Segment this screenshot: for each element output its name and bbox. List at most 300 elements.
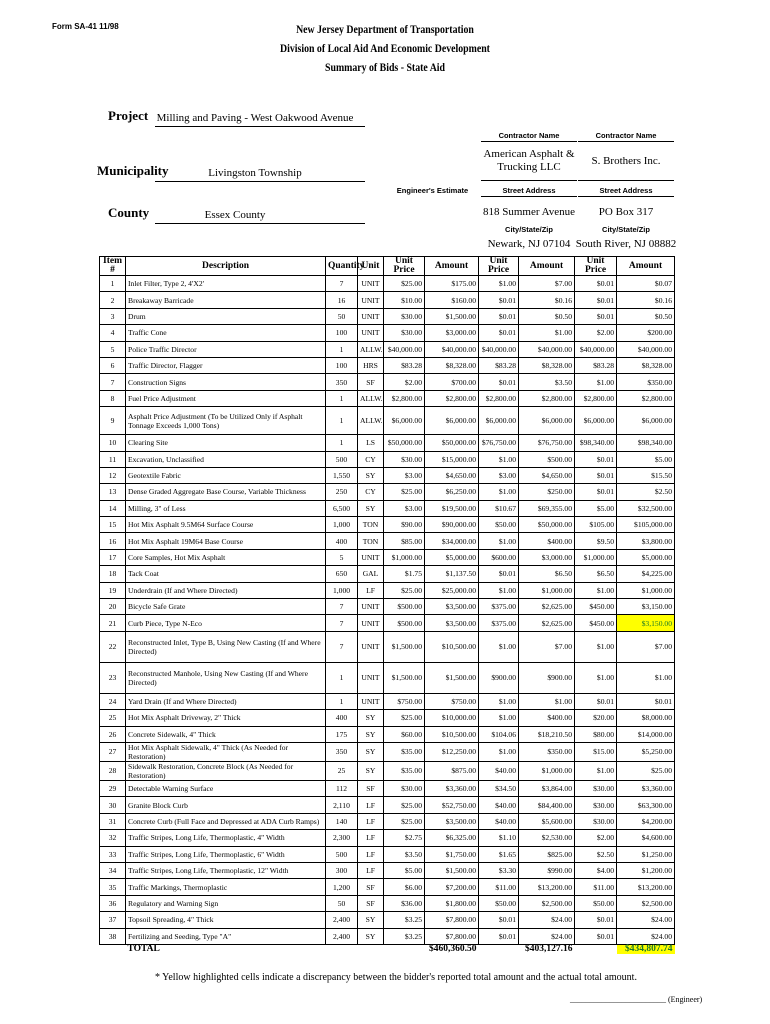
table-cell: $8,000.00 — [617, 710, 675, 726]
table-cell: $3,360.00 — [617, 780, 675, 796]
table-cell: $14,000.00 — [617, 726, 675, 742]
table-cell: UNIT — [358, 615, 384, 631]
table-cell: SY — [358, 467, 384, 483]
table-cell: 31 — [100, 813, 126, 829]
table-cell: $2,500.00 — [617, 895, 675, 911]
header-line-3: Summary of Bids - State Aid — [324, 60, 446, 74]
table-cell: 500 — [326, 451, 358, 467]
table-cell: $4,600.00 — [617, 830, 675, 846]
table-cell: $0.01 — [575, 451, 617, 467]
table-cell: $25.00 — [384, 276, 425, 292]
table-cell: $5,000.00 — [617, 549, 675, 565]
table-cell: $40,000.00 — [575, 341, 617, 357]
table-cell: SF — [358, 780, 384, 796]
table-cell: $30.00 — [384, 780, 425, 796]
table-row — [100, 517, 675, 533]
col-header-item: Item # — [100, 257, 126, 276]
table-cell: $40,000.00 — [479, 341, 519, 357]
table-row — [100, 341, 675, 357]
table-cell: 400 — [326, 533, 358, 549]
table-cell: $20.00 — [575, 710, 617, 726]
table-cell: $1,500.00 — [425, 308, 479, 324]
table-cell: 12 — [100, 467, 126, 483]
table-cell: Hot Mix Asphalt Driveway, 2" Thick — [126, 710, 326, 726]
table-cell: $50.00 — [575, 895, 617, 911]
table-cell: $5,250.00 — [617, 742, 675, 761]
table-cell: $4,650.00 — [519, 467, 575, 483]
table-cell: $375.00 — [479, 599, 519, 615]
table-cell: $40,000.00 — [617, 341, 675, 357]
table-cell: Milling, 3" of Less — [126, 500, 326, 516]
table-cell: 24 — [100, 693, 126, 709]
table-cell: SY — [358, 726, 384, 742]
table-row — [100, 710, 675, 726]
table-cell: $2,530.00 — [519, 830, 575, 846]
table-cell: 2,300 — [326, 830, 358, 846]
table-cell: 17 — [100, 549, 126, 565]
table-cell: 5 — [100, 341, 126, 357]
table-cell: 1 — [326, 390, 358, 406]
table-cell: $76,750.00 — [479, 435, 519, 451]
table-cell: $3,800.00 — [617, 533, 675, 549]
table-cell: $2,625.00 — [519, 615, 575, 631]
table-cell: UNIT — [358, 325, 384, 341]
table-cell: LF — [358, 846, 384, 862]
table-cell: $1.00 — [479, 693, 519, 709]
table-cell: $1,000.00 — [519, 761, 575, 780]
table-cell: $25,000.00 — [425, 582, 479, 598]
table-cell: 1 — [326, 693, 358, 709]
table-cell: $1,800.00 — [425, 895, 479, 911]
table-cell: $1.00 — [575, 761, 617, 780]
table-cell: $3,000.00 — [425, 325, 479, 341]
table-cell: Traffic Markings, Thermoplastic — [126, 879, 326, 895]
table-row — [100, 500, 675, 516]
divider — [481, 141, 577, 142]
table-cell: UNIT — [358, 276, 384, 292]
table-row — [100, 813, 675, 829]
table-cell: $3,500.00 — [425, 599, 479, 615]
table-cell: $350.00 — [519, 742, 575, 761]
table-cell: $104.06 — [479, 726, 519, 742]
table-cell: $30.00 — [384, 325, 425, 341]
table-cell: UNIT — [358, 631, 384, 662]
table-cell: $0.01 — [479, 374, 519, 390]
table-cell: $24.00 — [617, 928, 675, 944]
table-cell: $30.00 — [575, 813, 617, 829]
table-cell: $25.00 — [384, 582, 425, 598]
table-cell: $25.00 — [384, 797, 425, 813]
table-cell: $32,500.00 — [617, 500, 675, 516]
table-cell: $25.00 — [384, 813, 425, 829]
table-cell: SY — [358, 710, 384, 726]
table-cell: 13 — [100, 484, 126, 500]
bid-summary-table — [99, 256, 675, 954]
table-cell: 4 — [100, 325, 126, 341]
table-cell: $1.00 — [479, 533, 519, 549]
table-cell: $1.00 — [479, 276, 519, 292]
table-cell: $50,000.00 — [384, 435, 425, 451]
table-cell: $98,340.00 — [617, 435, 675, 451]
table-row — [100, 879, 675, 895]
total-engineer: $460,360.50 — [429, 943, 477, 954]
table-cell: Hot Mix Asphalt 19M64 Base Course — [126, 533, 326, 549]
table-cell: $8,328.00 — [425, 357, 479, 373]
table-cell: 23 — [100, 662, 126, 693]
table-cell: $105,000.00 — [617, 517, 675, 533]
table-cell: 9 — [100, 407, 126, 435]
col-header-c2-amount: Amount — [617, 257, 675, 276]
table-cell: $200.00 — [617, 325, 675, 341]
table-cell: 19 — [100, 582, 126, 598]
table-cell: $6,000.00 — [384, 407, 425, 435]
table-cell: $1.00 — [479, 710, 519, 726]
table-cell: 15 — [100, 517, 126, 533]
table-cell: $0.01 — [479, 308, 519, 324]
table-row — [100, 693, 675, 709]
table-cell: $0.01 — [575, 693, 617, 709]
table-cell: $24.00 — [519, 912, 575, 928]
table-cell: Asphalt Price Adjustment (To be Utilized Only if Asphalt Tonnage Exceeds 1,000 Tons) — [126, 407, 326, 435]
contractor1-street-label: Street Address — [502, 186, 556, 195]
table-cell: $25.00 — [384, 484, 425, 500]
table-row — [100, 374, 675, 390]
table-cell: 36 — [100, 895, 126, 911]
table-cell: $50,000.00 — [425, 435, 479, 451]
table-cell: 8 — [100, 390, 126, 406]
table-cell: $2,800.00 — [519, 390, 575, 406]
table-cell: 18 — [100, 566, 126, 582]
table-cell: $6.00 — [384, 879, 425, 895]
table-cell: 350 — [326, 374, 358, 390]
table-cell: 22 — [100, 631, 126, 662]
table-cell: $105.00 — [575, 517, 617, 533]
table-cell: 35 — [100, 879, 126, 895]
table-cell: 175 — [326, 726, 358, 742]
table-cell: $3,150.00 — [617, 599, 675, 615]
table-cell: $25.00 — [617, 761, 675, 780]
table-cell: 100 — [326, 325, 358, 341]
table-cell: $825.00 — [519, 846, 575, 862]
table-cell: $8,328.00 — [617, 357, 675, 373]
table-cell: $375.00 — [479, 615, 519, 631]
table-cell: 30 — [100, 797, 126, 813]
table-cell: $1,500.00 — [384, 631, 425, 662]
table-cell: Traffic Stripes, Long Life, Thermoplastic, 12" Width — [126, 862, 326, 878]
table-cell: $2,800.00 — [479, 390, 519, 406]
table-cell: 2,110 — [326, 797, 358, 813]
table-cell: $1.00 — [479, 451, 519, 467]
table-cell: $0.01 — [575, 276, 617, 292]
table-cell: $6,000.00 — [617, 407, 675, 435]
contractor2-street-label: Street Address — [599, 186, 653, 195]
contractor2-street: PO Box 317 — [598, 206, 654, 218]
table-cell: 112 — [326, 780, 358, 796]
table-cell: $30.00 — [384, 451, 425, 467]
table-cell: $450.00 — [575, 615, 617, 631]
table-cell: 100 — [326, 357, 358, 373]
table-cell: $1,200.00 — [617, 862, 675, 878]
table-cell: 37 — [100, 912, 126, 928]
table-cell: $50,000.00 — [519, 517, 575, 533]
col-header-c1-amount: Amount — [519, 257, 575, 276]
table-cell: Tack Coat — [126, 566, 326, 582]
table-cell: $0.01 — [479, 912, 519, 928]
table-cell: 16 — [100, 533, 126, 549]
table-cell: $2,800.00 — [617, 390, 675, 406]
table-cell: 20 — [100, 599, 126, 615]
table-cell: 29 — [100, 780, 126, 796]
divider — [481, 180, 577, 181]
table-row — [100, 742, 675, 761]
totals-row — [100, 944, 675, 954]
table-cell: $84,400.00 — [519, 797, 575, 813]
footnote: * Yellow highlighted cells indicate a discrepancy between the bidder's reported total amount and the actual total amount. — [155, 972, 637, 983]
table-cell: $7,800.00 — [425, 928, 479, 944]
table-cell: $0.50 — [519, 308, 575, 324]
table-cell: $10,500.00 — [425, 631, 479, 662]
table-cell: UNIT — [358, 599, 384, 615]
table-cell: Concrete Sidewalk, 4" Thick — [126, 726, 326, 742]
totals-label: TOTAL — [127, 943, 160, 954]
table-cell: $3,500.00 — [425, 615, 479, 631]
table-cell: $7.00 — [519, 276, 575, 292]
table-cell: $10,500.00 — [425, 726, 479, 742]
table-cell: $0.01 — [479, 928, 519, 944]
table-cell: $12,250.00 — [425, 742, 479, 761]
table-cell: $10.00 — [384, 292, 425, 308]
table-cell: $35.00 — [384, 742, 425, 761]
table-row — [100, 435, 675, 451]
table-cell: $13,200.00 — [519, 879, 575, 895]
table-cell: Drum — [126, 308, 326, 324]
table-cell: $1.00 — [575, 631, 617, 662]
table-cell: 650 — [326, 566, 358, 582]
table-cell: 1 — [326, 435, 358, 451]
table-cell: 10 — [100, 435, 126, 451]
table-cell: $3.00 — [384, 500, 425, 516]
divider — [481, 196, 577, 197]
table-cell: Yard Drain (If and Where Directed) — [126, 693, 326, 709]
header-line-1: New Jersey Department of Transportation — [296, 22, 474, 36]
table-cell: $4.00 — [575, 862, 617, 878]
municipality-label: Municipality — [97, 163, 169, 178]
table-cell: UNIT — [358, 292, 384, 308]
table-cell: $1,750.00 — [425, 846, 479, 862]
contractor1-name-label: Contractor Name — [498, 131, 560, 140]
table-cell: $3,000.00 — [519, 549, 575, 565]
table-cell: Dense Graded Aggregate Base Course, Variable Thickness — [126, 484, 326, 500]
table-cell: $1,250.00 — [617, 846, 675, 862]
table-cell: 300 — [326, 862, 358, 878]
engineer-signature-line: ________________________ (Engineer) — [570, 995, 703, 1004]
table-cell: $1.00 — [575, 582, 617, 598]
table-cell: $0.01 — [479, 566, 519, 582]
table-cell: $8,328.00 — [519, 357, 575, 373]
table-cell: 34 — [100, 862, 126, 878]
table-cell: $1,500.00 — [425, 862, 479, 878]
table-cell: $40,000.00 — [425, 341, 479, 357]
table-cell: UNIT — [358, 662, 384, 693]
col-header-c1-unit-price: Unit Price — [479, 257, 519, 276]
table-cell: 32 — [100, 830, 126, 846]
table-cell: $15.50 — [617, 467, 675, 483]
header-line-2: Division of Local Aid And Economic Development — [280, 41, 490, 55]
table-row — [100, 325, 675, 341]
table-cell: 7 — [326, 631, 358, 662]
table-row — [100, 549, 675, 565]
table-cell: $2.00 — [575, 325, 617, 341]
table-cell: $3.50 — [384, 846, 425, 862]
table-cell: Concrete Curb (Full Face and Depressed at ADA Curb Ramps) — [126, 813, 326, 829]
table-cell: $36.00 — [384, 895, 425, 911]
table-cell: 1 — [100, 276, 126, 292]
table-cell: $9.50 — [575, 533, 617, 549]
table-row — [100, 615, 675, 631]
table-cell: $80.00 — [575, 726, 617, 742]
table-cell: $160.00 — [425, 292, 479, 308]
table-cell: $40.00 — [479, 761, 519, 780]
table-cell: Curb Piece, Type N-Eco — [126, 615, 326, 631]
table-cell: $34.50 — [479, 780, 519, 796]
table-cell: $400.00 — [519, 533, 575, 549]
table-row — [100, 862, 675, 878]
table-cell: $7.00 — [617, 631, 675, 662]
table-cell: 27 — [100, 742, 126, 761]
divider — [578, 141, 674, 142]
table-row — [100, 308, 675, 324]
table-cell: 1 — [326, 407, 358, 435]
table-cell: 25 — [100, 710, 126, 726]
table-cell: $2.75 — [384, 830, 425, 846]
table-cell: $875.00 — [425, 761, 479, 780]
table-cell: $50.00 — [479, 517, 519, 533]
table-cell: 11 — [100, 451, 126, 467]
table-cell: Traffic Director, Flagger — [126, 357, 326, 373]
table-row — [100, 357, 675, 373]
table-cell: SF — [358, 374, 384, 390]
table-row — [100, 390, 675, 406]
table-cell: $700.00 — [425, 374, 479, 390]
table-row — [100, 533, 675, 549]
table-row — [100, 467, 675, 483]
table-cell: $24.00 — [617, 912, 675, 928]
table-cell: $85.00 — [384, 533, 425, 549]
table-cell: $90,000.00 — [425, 517, 479, 533]
table-cell: $19,500.00 — [425, 500, 479, 516]
table-cell: $2,800.00 — [575, 390, 617, 406]
contractor1-city: Newark, NJ 07104 — [487, 238, 571, 250]
table-cell: $1.00 — [479, 484, 519, 500]
col-header-description: Description — [126, 257, 326, 276]
table-cell: 2,400 — [326, 912, 358, 928]
table-cell: $5.00 — [617, 451, 675, 467]
table-cell: TON — [358, 517, 384, 533]
table-cell: $2.50 — [575, 846, 617, 862]
table-cell: $0.01 — [575, 484, 617, 500]
table-cell: SY — [358, 928, 384, 944]
table-cell: 250 — [326, 484, 358, 500]
table-cell: $7,800.00 — [425, 912, 479, 928]
table-cell: LF — [358, 582, 384, 598]
table-cell: $2.00 — [575, 830, 617, 846]
table-cell: 500 — [326, 846, 358, 862]
table-row — [100, 830, 675, 846]
table-cell: Construction Signs — [126, 374, 326, 390]
table-cell: $24.00 — [519, 928, 575, 944]
contractor1-city-label: City/State/Zip — [505, 225, 553, 234]
table-cell: $98,340.00 — [575, 435, 617, 451]
col-header-quantity: Quantity — [326, 257, 358, 276]
table-cell: $30.00 — [575, 780, 617, 796]
contractor2-name-label: Contractor Name — [595, 131, 657, 140]
table-cell: Excavation, Unclassified — [126, 451, 326, 467]
table-cell: $30.00 — [575, 797, 617, 813]
table-cell: SY — [358, 912, 384, 928]
total-contractor2: $434,807.74 — [617, 944, 675, 954]
table-cell: $400.00 — [519, 710, 575, 726]
table-row — [100, 928, 675, 944]
table-cell: $5.00 — [384, 862, 425, 878]
table-cell: $3,864.00 — [519, 780, 575, 796]
table-cell: 14 — [100, 500, 126, 516]
col-header-c2-unit-price: Unit Price — [575, 257, 617, 276]
table-cell: 6 — [100, 357, 126, 373]
county-underline — [155, 223, 365, 224]
table-cell: $1.00 — [479, 631, 519, 662]
table-cell: $7,200.00 — [425, 879, 479, 895]
table-cell: 400 — [326, 710, 358, 726]
table-cell: ALLW. — [358, 390, 384, 406]
table-cell: $83.28 — [384, 357, 425, 373]
table-cell: ALLW. — [358, 341, 384, 357]
table-cell: $2.50 — [617, 484, 675, 500]
table-cell: Core Samples, Hot Mix Asphalt — [126, 549, 326, 565]
table-cell: $13,200.00 — [617, 879, 675, 895]
table-cell: $76,750.00 — [519, 435, 575, 451]
table-cell: $1.00 — [617, 662, 675, 693]
table-cell: $83.28 — [479, 357, 519, 373]
table-cell: 1,550 — [326, 467, 358, 483]
table-cell: $35.00 — [384, 761, 425, 780]
table-cell: $2,800.00 — [384, 390, 425, 406]
table-row — [100, 566, 675, 582]
table-cell: $1.00 — [479, 582, 519, 598]
table-row — [100, 276, 675, 292]
table-cell: SY — [358, 500, 384, 516]
table-cell: Inlet Filter, Type 2, 4'X2' — [126, 276, 326, 292]
table-cell: $450.00 — [575, 599, 617, 615]
table-cell: Hot Mix Asphalt 9.5M64 Surface Course — [126, 517, 326, 533]
table-cell: $990.00 — [519, 862, 575, 878]
contractor1-name: American Asphalt & Trucking LLC — [483, 148, 575, 173]
table-cell: $2.00 — [384, 374, 425, 390]
table-cell: $0.01 — [575, 292, 617, 308]
table-cell: SY — [358, 742, 384, 761]
table-cell: $1,500.00 — [425, 662, 479, 693]
table-cell: 33 — [100, 846, 126, 862]
table-cell: $40.00 — [479, 813, 519, 829]
table-cell: $900.00 — [519, 662, 575, 693]
table-cell: SF — [358, 895, 384, 911]
table-cell: $90.00 — [384, 517, 425, 533]
table-cell: $1.10 — [479, 830, 519, 846]
table-cell: $4,200.00 — [617, 813, 675, 829]
table-cell: 50 — [326, 895, 358, 911]
table-cell: $34,000.00 — [425, 533, 479, 549]
col-header-eng-unit-price: Unit Price — [384, 257, 425, 276]
table-row — [100, 780, 675, 796]
